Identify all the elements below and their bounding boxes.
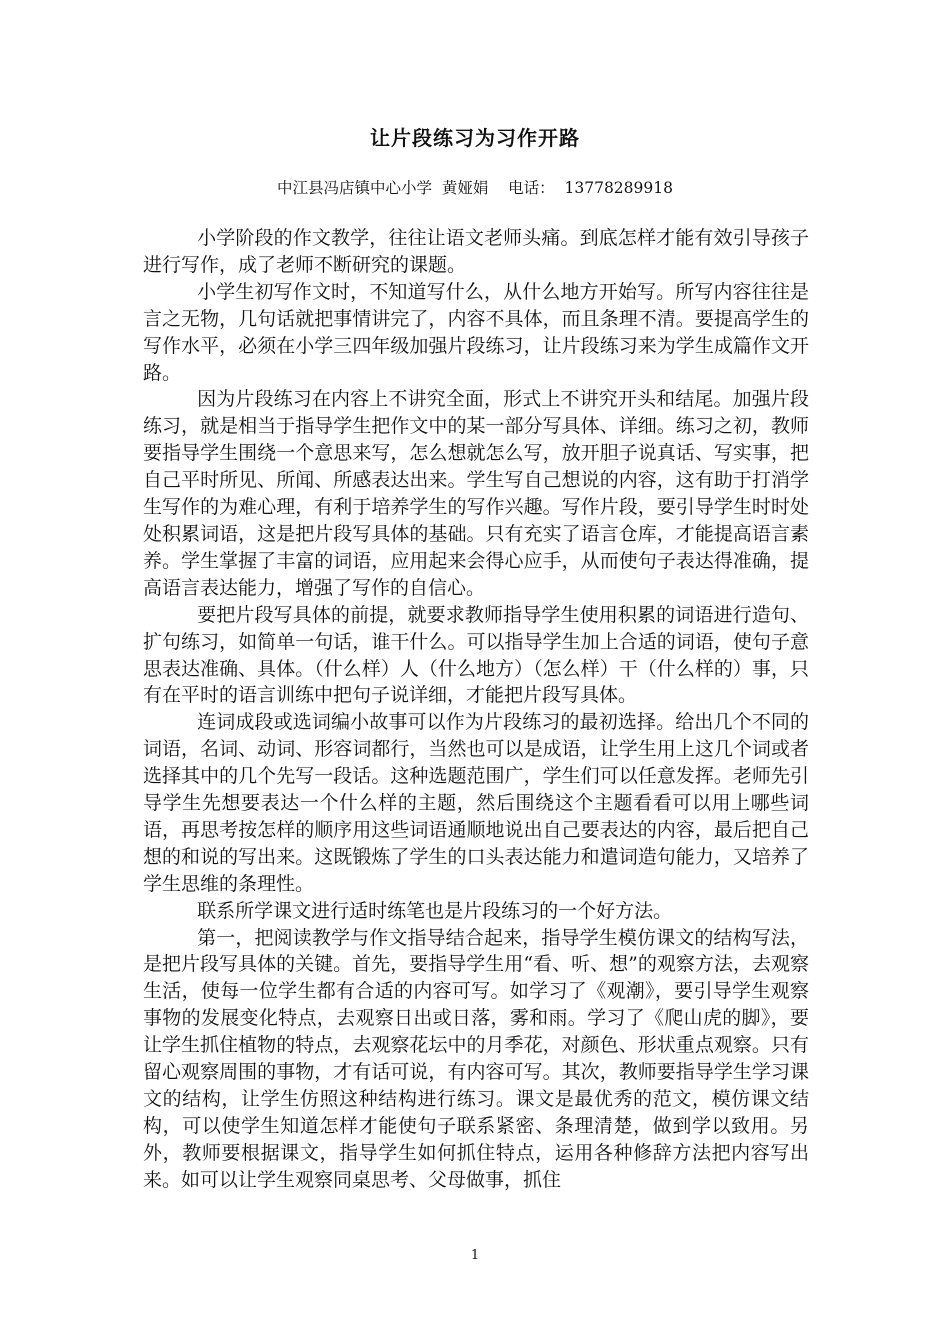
paragraph: 小学生初写作文时，不知道写什么，从什么地方开始写。所写内容往往是言之无物，几句话就把事情讲完了，内容不具体，而且条理不清。要提高学生的写作水平，必须在小学三四年级加强片段练习，让片段练习来为学生成篇作文开路。 bbox=[143, 280, 809, 384]
byline-phone: 13778289918 bbox=[564, 179, 673, 197]
paragraph: 连词成段或选词编小故事可以作为片段练习的最初选择。给出几个不同的词语，名词、动词、形容词都行，当然也可以是成语，让学生用上这几个词或者选择其中的几个先写一段话。这种选题范围广，学生们可以任意发挥。老师先引导学生先想要表达一个什么样的主题，然后围绕这个主题看看可以用上哪些词语，再思考按怎样的顺序用这些词语通顺地说出自己要表达的内容，最后把自己想的和说的写出来。这既锻炼了学生的口头表达能力和遣词造句能力，又培养了学生思维的条理性。 bbox=[143, 711, 809, 895]
paragraph: 要把片段写具体的前提，就要求教师指导学生使用积累的词语进行造句、扩句练习，如简单一句话，谁干什么。可以指导学生加上合适的词语，使句子意思表达准确、具体。（什么样）人（什么地方）（怎么样）干（什么样的）事，只有在平时的语言训练中把句子说详细，才能把片段写具体。 bbox=[143, 603, 809, 707]
paragraph: 因为片段练习在内容上不讲究全面，形式上不讲究开头和结尾。加强片段练习，就是相当于指导学生把作文中的某一部分写具体、详细。练习之初，教师要指导学生围绕一个意思来写，怎么想就怎么写，放开胆子说真话、写实事，把自己平时所见、所闻、所感表达出来。学生写自己想说的内容，这有助于打消学生写作的为难心理，有利于培养学生的写作兴趣。写作片段，要引导学生时时处处积累词语，这是把片段写具体的基础。只有充实了语言仓库，才能提高语言素养。学生掌握了丰富的词语，应用起来会得心应手，从而使句子表达得准确，提高语言表达能力，增强了写作的自信心。 bbox=[143, 388, 809, 599]
byline bbox=[0, 176, 950, 198]
byline-author: 黄娅娟 bbox=[441, 179, 489, 197]
byline-phone-label: 电话： bbox=[508, 179, 555, 197]
byline-school: 中江县冯店镇中心小学 bbox=[277, 179, 433, 197]
document-title: 让片段练习为习作开路 bbox=[370, 126, 580, 150]
document-body bbox=[143, 225, 809, 1194]
paragraph: 小学阶段的作文教学，往往让语文老师头痛。到底怎样才能有效引导孩子进行写作，成了老师不断研究的课题。 bbox=[143, 227, 809, 276]
page-number: 1 bbox=[470, 1248, 480, 1263]
paragraph: 第一，把阅读教学与作文指导结合起来，指导学生模仿课文的结构写法，是把片段写具体的关键。首先，要指导学生用“看、听、想”的观察方法，去观察生活，使每一位学生都有合适的内容可写。如学习了《观潮》，要引导学生观察事物的发展变化特点，去观察日出或日落，雾和雨。学习了《爬山虎的脚》，要让学生抓住植物的特点，去观察花坛中的月季花，对颜色、形状重点观察。只有留心观察周围的事物，才有话可说，有内容可写。其次，教师要指导学生学习课文的结构，让学生仿照这种结构进行练习。课文是最优秀的范文，模仿课文结构，可以使学生知道怎样才能使句子联系紧密、条理清楚，做到学以致用。另外，教师要根据课文，指导学生如何抓住特点，运用各种修辞方法把内容写出来。如可以让学生观察同桌思考、父母做事，抓住 bbox=[143, 926, 809, 1191]
paragraph: 联系所学课文进行适时练笔也是片段练习的一个好方法。 bbox=[197, 899, 673, 922]
